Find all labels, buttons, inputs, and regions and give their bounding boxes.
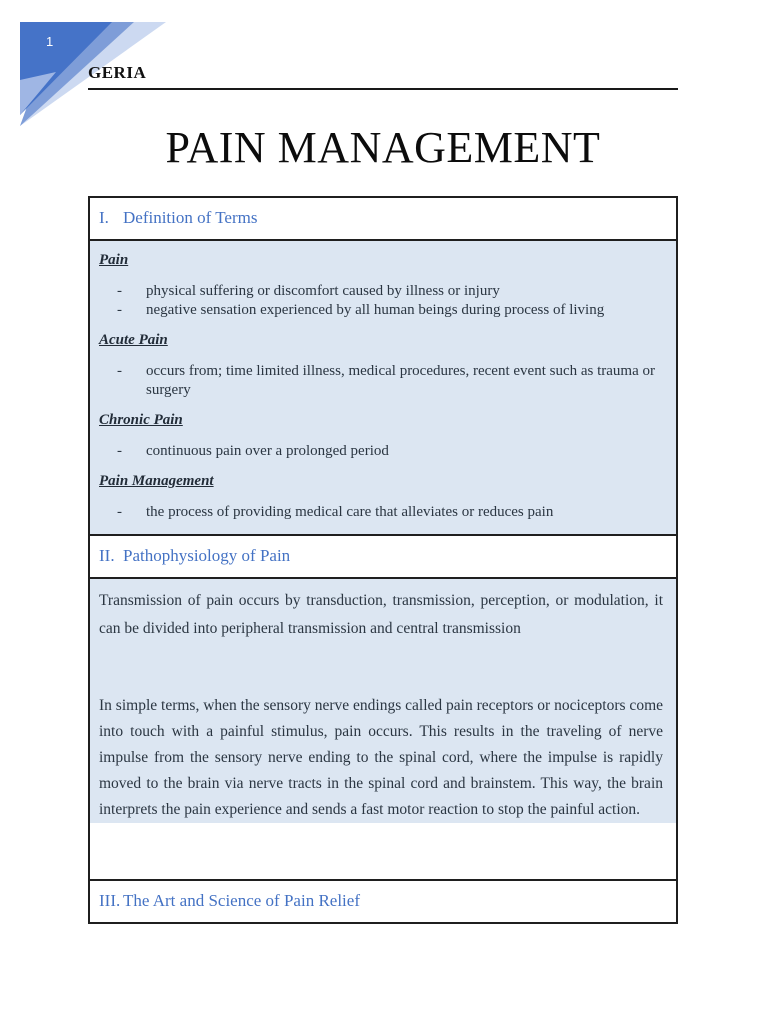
term-label: Chronic Pain bbox=[99, 412, 183, 428]
section-3-title: The Art and Science of Pain Relief bbox=[123, 891, 360, 910]
section-3-numeral: III. bbox=[99, 891, 121, 910]
dash-bullet: - bbox=[117, 443, 122, 459]
section-1-title: Definition of Terms bbox=[123, 208, 258, 227]
dash-bullet: - bbox=[117, 302, 122, 318]
definition-point bbox=[99, 362, 664, 400]
term-group-chronic-pain bbox=[99, 411, 664, 461]
dash-bullet: - bbox=[117, 363, 122, 379]
section-2-title: Pathophysiology of Pain bbox=[123, 546, 291, 565]
definition-text: negative sensation experienced by all human beings during process of living bbox=[146, 302, 605, 318]
pathophysiology-paragraph-2: In simple terms, when the sensory nerve endings called pain receptors or nociceptors come into touch with a painful stimulus, pain occurs. This results in the traveling of nerve impulse from the sensory nerve ending to the spinal cord, where the impulse is rapidly moved to the brain via nerve tracts in the spinal cord and brainstem. This way, the brain interprets the pain experience and sends a fast motor reaction to stop the painful action. bbox=[99, 697, 663, 818]
definition-point bbox=[99, 301, 664, 320]
dash-bullet: - bbox=[117, 283, 122, 299]
term-label: Pain bbox=[99, 252, 129, 268]
definition-point bbox=[99, 503, 664, 522]
term-group-acute-pain bbox=[99, 331, 664, 400]
section-2-numeral: II. bbox=[99, 546, 115, 565]
section-1-header bbox=[90, 198, 676, 239]
section-3-header bbox=[90, 879, 676, 922]
header-brand-text: GERIA bbox=[88, 63, 147, 82]
term-group-pain bbox=[99, 251, 664, 320]
section-1-numeral: I. bbox=[99, 208, 109, 227]
definition-text: occurs from; time limited illness, medical procedures, recent event such as trauma or surgery bbox=[146, 363, 655, 398]
dash-bullet: - bbox=[117, 504, 122, 520]
content-table bbox=[88, 196, 678, 924]
section-2-body bbox=[90, 577, 676, 823]
section-1-body bbox=[90, 239, 676, 534]
term-label: Pain Management bbox=[99, 473, 214, 489]
definition-point bbox=[99, 282, 664, 301]
term-label: Acute Pain bbox=[99, 332, 168, 348]
definition-text: physical suffering or discomfort caused by illness or injury bbox=[146, 283, 500, 299]
header-rule bbox=[88, 88, 678, 90]
page-number: 1 bbox=[46, 34, 54, 49]
definition-text: the process of providing medical care that alleviates or reduces pain bbox=[146, 504, 554, 520]
definition-point bbox=[99, 442, 664, 461]
page-title: PAIN MANAGEMENT bbox=[165, 123, 601, 172]
section-2-header bbox=[90, 534, 676, 577]
definition-text: continuous pain over a prolonged period bbox=[146, 443, 389, 459]
term-group-pain-management bbox=[99, 472, 664, 522]
pathophysiology-paragraph-1: Transmission of pain occurs by transduction, transmission, perception, or modulation, it can be divided into peripheral transmission and central transmission bbox=[99, 592, 663, 637]
